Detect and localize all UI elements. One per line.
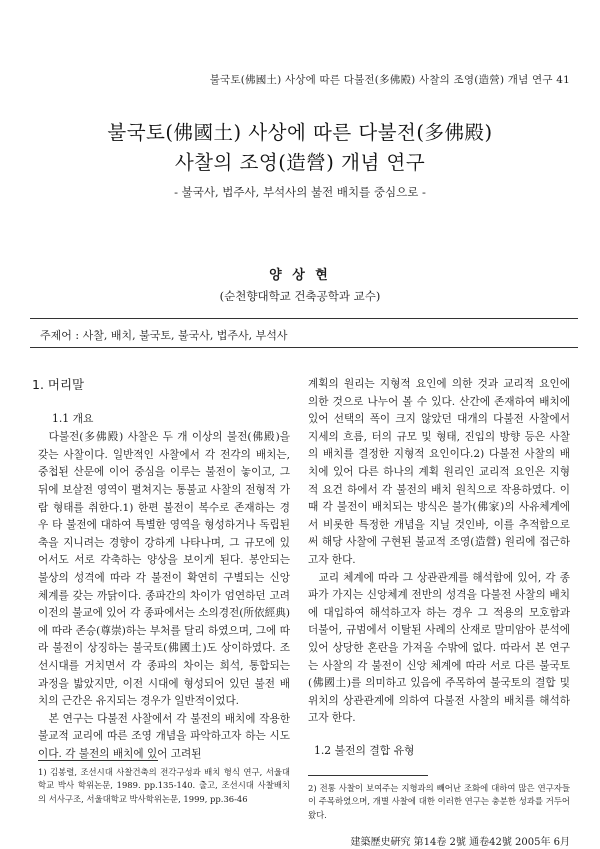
subsection-heading-1-1: 1.1 개요 — [52, 411, 94, 425]
author-name: 양 상 현 — [269, 268, 331, 283]
footnote-2: 2) 전통 사찰이 보여주는 지형과의 빼어난 조화에 대하여 많은 연구자들이 주목하였으며, 개별 사찰에 대한 이러한 연구는 충분한 성과를 거두어 왔다. — [308, 783, 570, 820]
running-header: 불국토(佛國土) 사상에 따른 다불전(多佛殿) 사찰의 조영(造營) 개념 연구 41 — [209, 74, 570, 86]
footnote-rule-left — [38, 760, 158, 761]
journal-footer: 建築歷史硏究 第14卷 2號 通卷42號 2005年 6月 — [350, 837, 570, 848]
author-affiliation: (순천향대학교 건축공학과 교수) — [219, 289, 381, 303]
left-column — [32, 376, 290, 763]
body-paragraph: 다불전(多佛殿) 사찰은 두 개 이상의 불전(佛殿)을 갖는 사찰이다. 일반적인 사찰에서 각 전각의 배치는, 중첩된 산문에 이어 중심을 이루는 불전이 놓이고, 그 뒤에 보살전 영역이 펼쳐지는 통불교 사찰의 전형적 가람 형태를 취한다.1) 한편 불전이 복수로 존재하는 경우 타 불전에 대하여 특별한 영역을 형성하거나 독립된 축을 지니려는 경향이 강하게 나타나며, 그 규모에 있어서도 서로 각축하는 양상을 보이게 된다. 봉안되는 불상의 성격에 따라 각 불전이 확연히 구별되는 신앙 체계를 갖는 까닭이다. 종파간의 차이가 엄연하던 고려 이전의 불교에 있어 각 종파에서는 소의경전(所依經典)에 따라 존승(尊崇)하는 부처를 달리 하였으며, 그에 따라 불전이 상징하는 불국토(佛國土)도 상이하였다. 조선시대를 거치면서 각 종파의 차이는 희석, 통합되는 과정을 밟았지만, 이전 시대에 형성되어 있던 불전 배치의 근간은 유지되는 경우가 일반적이었다. — [38, 431, 290, 708]
subsection-heading-1-2: 1.2 불전의 결합 유형 — [314, 743, 415, 757]
footnote-rule-right — [308, 775, 428, 776]
body-paragraph: 교리 체계에 따라 그 상관관계를 해석함에 있어, 각 종파가 가지는 신앙체계 전반의 성격을 다불전 사찰의 배치에 대입하여 해석하고자 하는 경우 그 적용의 모호함과 더불어, 규범에서 이탈된 사례의 산재로 말미암아 분석에 있어 상당한 혼란을 가져올 수밖에 없다. 따라서 본 연구는 사찰의 각 불전이 신앙 체계에 따라 서로 다른 불국토(佛國土)를 의미하고 있음에 주목하여 불국토의 결합 및 위치의 상관관계에 의하여 다불전 사찰의 배치를 해석하고자 한다. — [308, 571, 570, 725]
keywords: 주제어 : 사찰, 배치, 불국토, 불국사, 법주사, 부석사 — [40, 329, 288, 342]
keywords-bottom-rule — [30, 347, 578, 348]
body-paragraph: 계획의 원리는 지형적 요인에 의한 것과 교리적 요인에 의한 것으로 나누어 볼 수 있다. 산간에 존재하여 배치에 있어 선택의 폭이 크지 않았던 대개의 다불전 사찰에서 지세의 흐름, 터의 규모 및 형태, 진입의 방향 등은 사찰의 배치를 결정한 지형적 요인이다.2) 다불전 사찰의 배치에 있어 다른 하나의 계획 원리인 교리적 요인은 지형적 요건 하에서 각 불전의 배치 원칙으로 작용하였다. 이 때 각 불전이 배치되는 방식은 불가(佛家)의 사유체계에서 비롯한 특정한 개념을 지닐 것인바, 이를 추적함으로써 해당 사찰에 구현된 불교적 조영(造營) 원리에 접근하고자 한다. — [308, 378, 570, 566]
paper-subtitle: - 불국사, 법주사, 부석사의 불전 배치를 중심으로 - — [174, 185, 426, 199]
right-column — [308, 376, 570, 761]
body-paragraph: 본 연구는 다불전 사찰에서 각 불전의 배치에 작용한 불교적 교리에 따른 조영 개념을 파악하고자 하는 시도이다. 각 불전의 배치에 있어 고려된 — [38, 712, 290, 760]
keywords-top-rule — [30, 318, 578, 319]
footnote-1: 1) 김봉렬, 조선시대 사찰건축의 전각구성과 배치 형식 연구, 서울대학교 박사 학위논문, 1989. pp.135-140. 출고, 조선시대 사찰배치의 서사구조, 서울대학교 박사학위논문, 1999, pp.36-46 — [38, 767, 290, 804]
paper-title-line1: 불국토(佛國土) 사상에 따른 다불전(多佛殿) — [107, 121, 493, 144]
paper-title-line2: 사찰의 조영(造營) 개념 연구 — [174, 151, 426, 174]
title-block — [0, 118, 600, 200]
section-heading: 1. 머리말 — [32, 377, 85, 392]
